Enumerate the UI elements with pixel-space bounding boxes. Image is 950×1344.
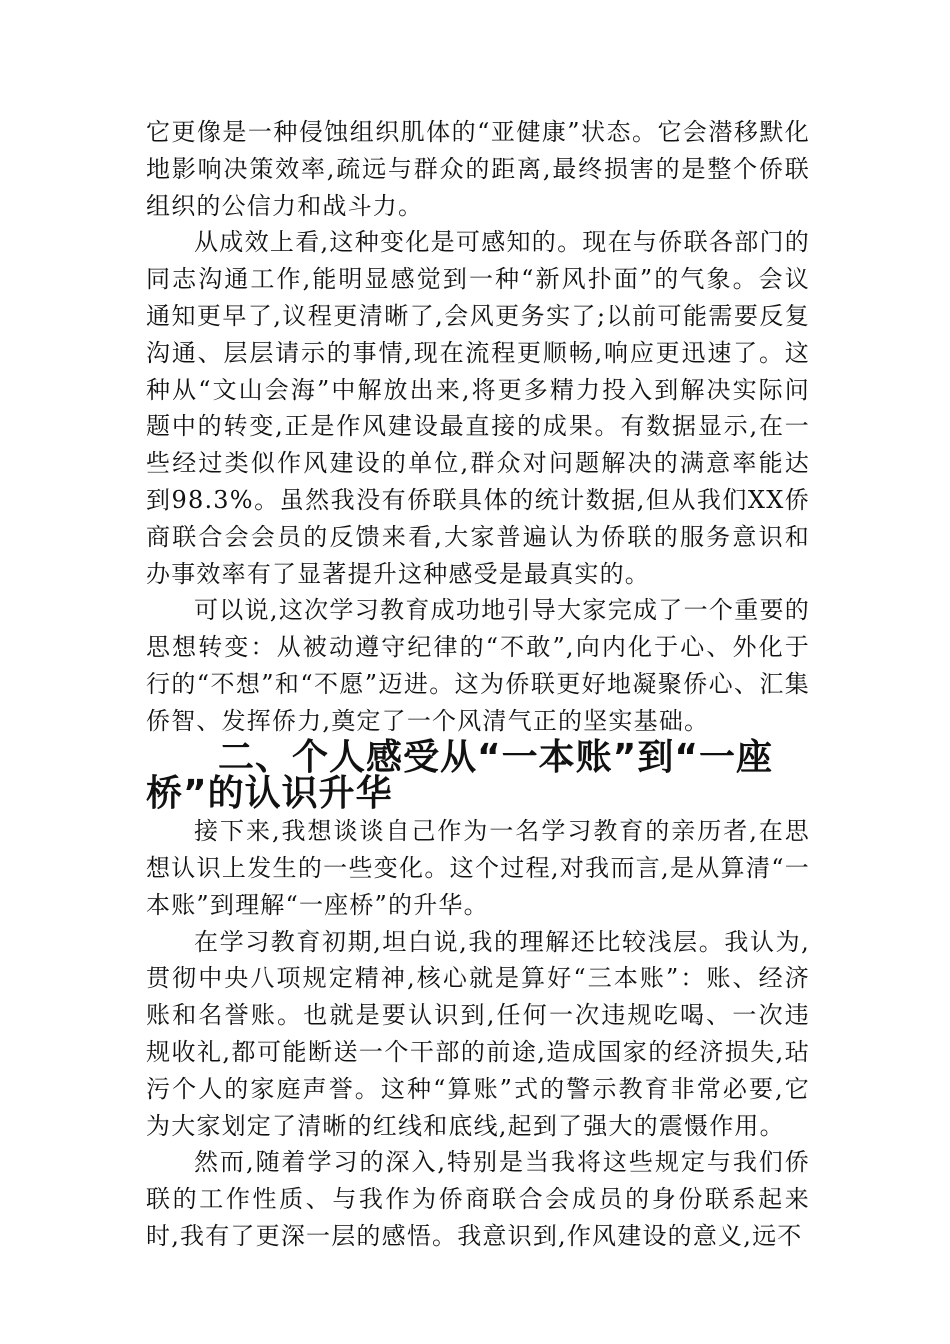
- paragraph: 接下来,我想谈谈自己作为一名学习教育的亲历者,在思想认识上发生的一些变化。这个过程,对我而言,是从算清“一本账”到理解“一座桥”的升华。: [146, 817, 810, 919]
- paragraph: 它更像是一种侵蚀组织肌体的“亚健康”状态。它会潜移默化地影响决策效率,疏远与群众的距离,最终损害的是整个侨联组织的公信力和战斗力。: [146, 118, 810, 220]
- paragraph: 然而,随着学习的深入,特别是当我将这些规定与我们侨联的工作性质、与我作为侨商联合会成员的身份联系起来时,我有了更深一层的感悟。我意识到,作风建设的意义,远不: [146, 1148, 810, 1250]
- paragraph: 可以说,这次学习教育成功地引导大家完成了一个重要的思想转变：从被动遵守纪律的“不敢”,向内化于心、外化于行的“不想”和“不愿”迈进。这为侨联更好地凝聚侨心、汇集侨智、发挥侨力,奠定了一个风清气正的坚实基础。: [146, 596, 810, 735]
- document-page: [146, 114, 810, 1255]
- paragraph: 在学习教育初期,坦白说,我的理解还比较浅层。我认为,贯彻中央八项规定精神,核心就是算好“三本账”：账、经济账和名誉账。也就是要认识到,任何一次违规吃喝、一次违规收礼,都可能断送一个干部的前途,造成国家的经济损失,玷污个人的家庭声誉。这种“算账”式的警示教育非常必要,它为大家划定了清晰的红线和底线,起到了强大的震慑作用。: [146, 927, 810, 1140]
- section-heading: 二、个人感受从“一本账”到“一座桥”的认识升华: [146, 736, 773, 815]
- paragraph: 从成效上看,这种变化是可感知的。现在与侨联各部门的同志沟通工作,能明显感觉到一种“新风扑面”的气象。会议通知更早了,议程更清晰了,会风更务实了;以前可能需要反复沟通、层层请示的事情,现在流程更顺畅,响应更迅速了。这种从“文山会海”中解放出来,将更多精力投入到解决实际问题中的转变,正是作风建设最直接的成果。有数据显示,在一些经过类似作风建设的单位,群众对问题解决的满意率能达到98.3%。虽然我没有侨联具体的统计数据,但从我们XX侨商联合会会员的反馈来看,大家普遍认为侨联的服务意识和办事效率有了显著提升这种感受是最真实的。: [146, 228, 810, 588]
